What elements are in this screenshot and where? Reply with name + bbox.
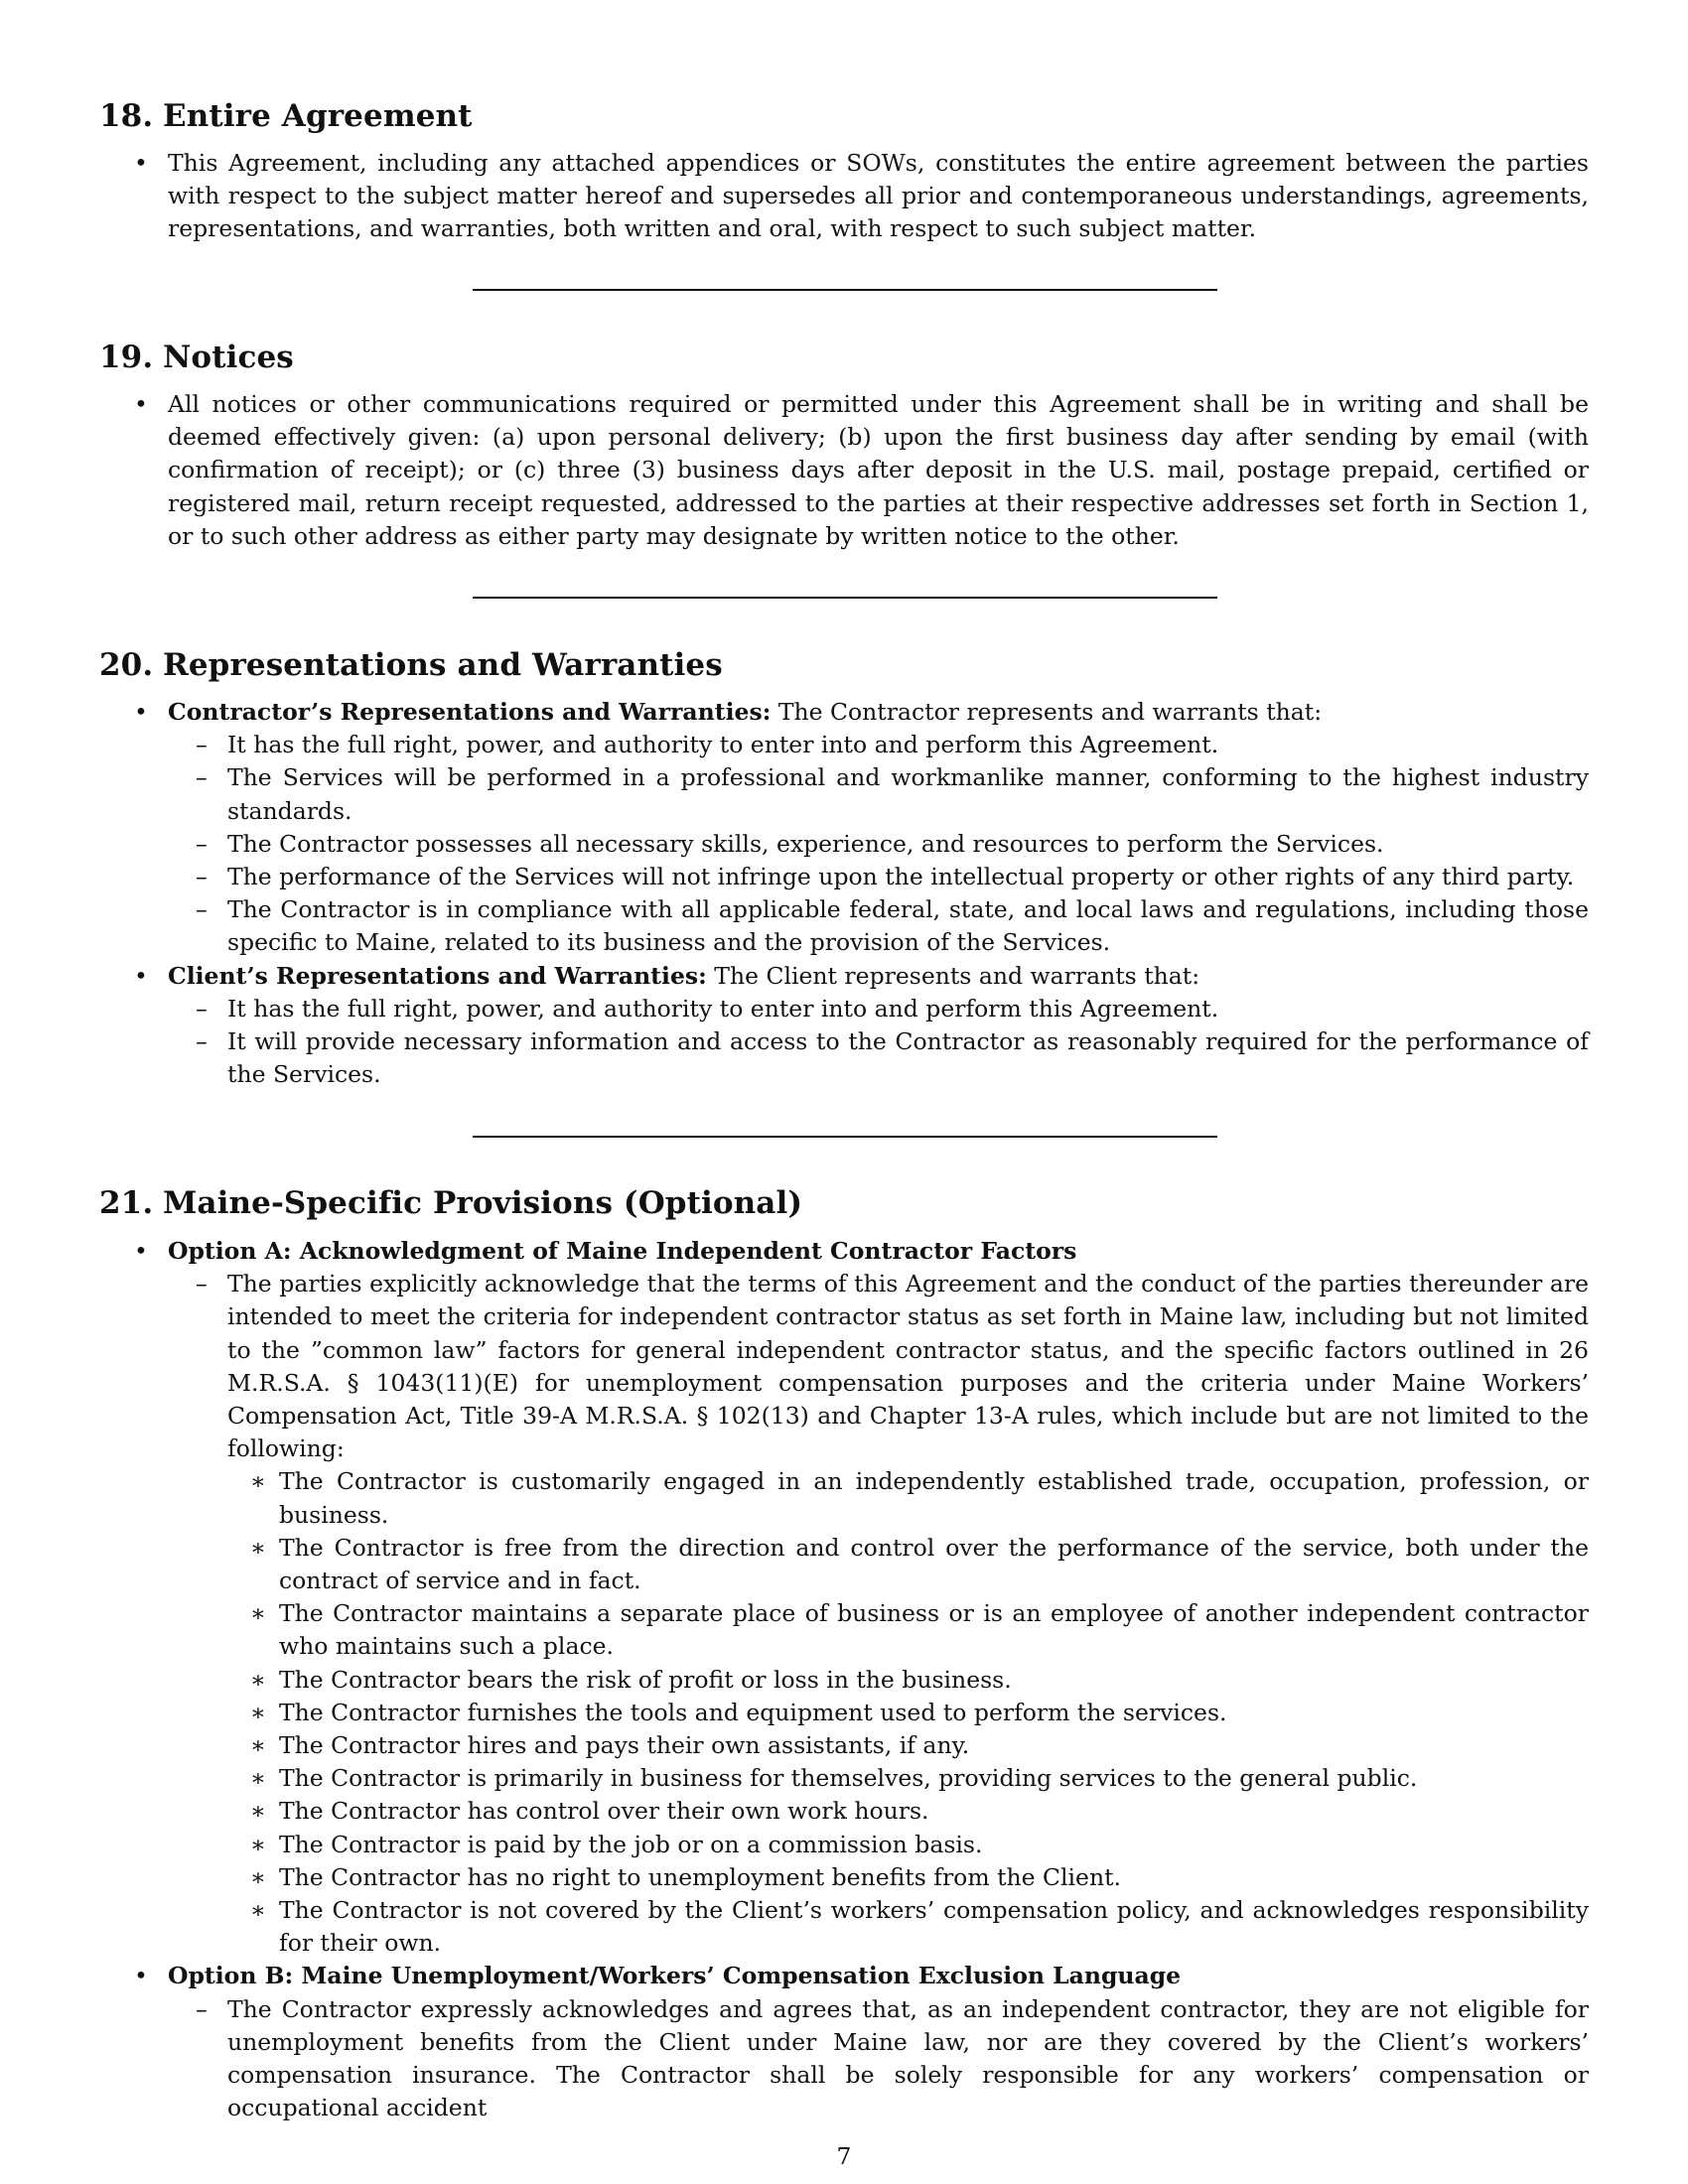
asterisk-marker: ∗	[250, 1731, 266, 1760]
asterisk-marker: ∗	[250, 1764, 266, 1793]
dash-marker: –	[196, 763, 208, 792]
option-a-heading: Option A: Acknowledgment of Maine Independent Contractor Factors	[168, 1237, 1077, 1265]
sub-list-item-text: It will provide necessary information and access to the Contractor as reasonably required for the performance of the Services.	[227, 1027, 1589, 1089]
sub-list-item-text: The Contractor possesses all necessary skills, experience, and resources to perform the Services.	[227, 829, 1384, 858]
sub-list-item-text: The parties explicitly acknowledge that the terms of this Agreement and the conduct of the parties thereunder are intended to meet the criteria for independent contractor status as set forth in Maine law, including but not limited to the ”common law” factors for general independent contractor status, and the specific factors outlined in 26 M.R.S.A. § 1043(11)(E) for unemployment compensation purposes and the criteria under Maine Workers’ Compensation Act, Title 39-A M.R.S.A. § 102(13) and Chapter 13-A rules, which include but are not limited to the following:	[227, 1270, 1589, 1463]
asterisk-marker: ∗	[250, 1599, 266, 1628]
list-item	[99, 388, 1589, 553]
section-list	[99, 1235, 1589, 2124]
section-18	[99, 96, 1589, 246]
sub-list-item	[168, 861, 1589, 893]
factor-item	[227, 1829, 1589, 1861]
list-item-text: The Contractor represents and warrants that:	[771, 698, 1323, 726]
sub-list	[168, 729, 1589, 959]
section-heading	[99, 338, 1589, 377]
sub-list-item-text: The Services will be performed in a professional and workmanlike manner, conforming to the highest industry standards.	[227, 763, 1589, 825]
section-number: 20.	[99, 647, 154, 683]
dash-marker: –	[196, 1027, 208, 1056]
dash-marker: –	[196, 895, 208, 924]
section-title: Notices	[163, 340, 294, 375]
list-item-text: All notices or other communications required or permitted under this Agreement shall be in writing and shall be deemed effectively given: (a) upon personal delivery; (b) upon the first business day after sending by email (with confirmation of receipt); or (c) three (3) business days after deposit in the U.S. mail, postage prepaid, certified or registered mail, return receipt requested, addressed to the parties at their respective addresses set forth in Section 1, or to such other address as either party may designate by written notice to the other.	[168, 390, 1589, 550]
factor-text: The Contractor bears the risk of profit or loss in the business.	[279, 1665, 1012, 1694]
asterisk-marker: ∗	[250, 1467, 266, 1496]
factor-list	[227, 1465, 1589, 1960]
bullet-marker: •	[134, 390, 148, 418]
dash-marker: –	[196, 829, 208, 858]
bullet-marker: •	[134, 698, 148, 726]
factor-item	[227, 1795, 1589, 1828]
factor-item	[227, 1532, 1589, 1597]
list-item	[99, 960, 1589, 1092]
section-19	[99, 338, 1589, 553]
asterisk-marker: ∗	[250, 1896, 266, 1925]
asterisk-marker: ∗	[250, 1665, 266, 1694]
sub-list-item-text: It has the full right, power, and authority to enter into and perform this Agreement.	[227, 731, 1219, 759]
sub-list-item	[168, 761, 1589, 827]
factor-text: The Contractor is free from the direction and control over the performance of the service, both under the contract of service and in fact.	[279, 1533, 1589, 1595]
section-heading	[99, 645, 1589, 685]
factor-text: The Contractor maintains a separate place of business or is an employee of another independent contractor who maintains such a place.	[279, 1599, 1589, 1661]
section-number: 18.	[99, 98, 154, 134]
section-divider	[473, 289, 1217, 291]
bold-lead: Contractor’s Representations and Warranties:	[168, 698, 772, 726]
section-heading	[99, 96, 1589, 136]
dash-marker: –	[196, 731, 208, 759]
sub-list	[168, 1993, 1589, 2125]
sub-list-item-text: The Contractor is in compliance with all applicable federal, state, and local laws and regulations, including those specific to Maine, related to its business and the provision of the Services.	[227, 895, 1589, 957]
section-divider	[473, 1136, 1217, 1138]
sub-list-item-text: The Contractor expressly acknowledges and agrees that, as an independent contractor, they are not eligible for unemployment benefits from the Client under Maine law, nor are they covered by the Client’s workers’ compensation insurance. The Contractor shall be solely responsible for any workers’ compensation or occupational accident	[227, 1994, 1589, 2122]
factor-item	[227, 1762, 1589, 1795]
section-number: 19.	[99, 340, 154, 375]
factor-item	[227, 1597, 1589, 1663]
sub-list-item	[168, 893, 1589, 959]
asterisk-marker: ∗	[250, 1797, 266, 1826]
section-20	[99, 645, 1589, 1091]
factor-text: The Contractor is primarily in business for themselves, providing services to the general public.	[279, 1764, 1418, 1793]
section-title: Entire Agreement	[163, 98, 473, 134]
sub-list-item-text: The performance of the Services will not infringe upon the intellectual property or other rights of any third party.	[227, 863, 1575, 891]
dash-marker: –	[196, 994, 208, 1023]
factor-item	[227, 1697, 1589, 1729]
dash-marker: –	[196, 863, 208, 891]
asterisk-marker: ∗	[250, 1862, 266, 1891]
sub-list-item	[168, 993, 1589, 1025]
section-list	[99, 147, 1589, 246]
factor-text: The Contractor is not covered by the Client’s workers’ compensation policy, and acknowledges responsibility for their own.	[279, 1896, 1589, 1958]
bold-lead: Client’s Representations and Warranties:	[168, 961, 707, 990]
factor-item	[227, 1861, 1589, 1894]
factor-text: The Contractor furnishes the tools and equipment used to perform the services.	[279, 1698, 1227, 1726]
factor-item	[227, 1465, 1589, 1531]
sub-list-item	[168, 828, 1589, 861]
factor-item	[227, 1894, 1589, 1960]
factor-text: The Contractor has no right to unemployment benefits from the Client.	[279, 1862, 1122, 1891]
section-divider	[473, 597, 1217, 599]
asterisk-marker: ∗	[250, 1698, 266, 1726]
bullet-marker: •	[134, 1962, 148, 1990]
sub-list-item-text: It has the full right, power, and authority to enter into and perform this Agreement.	[227, 994, 1219, 1023]
factor-text: The Contractor hires and pays their own assistants, if any.	[279, 1731, 970, 1760]
sub-list-item	[168, 1993, 1589, 2125]
asterisk-marker: ∗	[250, 1830, 266, 1858]
section-title: Maine-Specific Provisions (Optional)	[163, 1185, 803, 1221]
section-number: 21.	[99, 1185, 154, 1221]
list-item-text: The Client represents and warrants that:	[706, 961, 1200, 990]
bullet-marker: •	[134, 149, 148, 177]
list-item	[99, 1235, 1589, 1960]
section-list	[99, 696, 1589, 1091]
section-title: Representations and Warranties	[163, 647, 723, 683]
factor-text: The Contractor has control over their own work hours.	[279, 1797, 929, 1826]
dash-marker: –	[196, 1270, 208, 1298]
sub-list-item	[168, 729, 1589, 761]
bullet-marker: •	[134, 1237, 148, 1265]
bullet-marker: •	[134, 961, 148, 990]
factor-text: The Contractor is paid by the job or on a commission basis.	[279, 1830, 983, 1858]
section-21	[99, 1183, 1589, 2124]
list-item-text: This Agreement, including any attached appendices or SOWs, constitutes the entire agreement between the parties with respect to the subject matter hereof and supersedes all prior and contemporaneous understandings, agreements, representations, and warranties, both written and oral, with respect to such subject matter.	[168, 149, 1589, 243]
section-list	[99, 388, 1589, 553]
factor-item	[227, 1664, 1589, 1697]
asterisk-marker: ∗	[250, 1533, 266, 1562]
dash-marker: –	[196, 1994, 208, 2023]
sub-list-item	[168, 1268, 1589, 1960]
sub-list	[168, 993, 1589, 1092]
list-item	[99, 696, 1589, 960]
list-item	[99, 147, 1589, 246]
page-number: 7	[836, 2142, 852, 2170]
list-item	[99, 1960, 1589, 2124]
sub-list-item	[168, 1025, 1589, 1091]
factor-text: The Contractor is customarily engaged in an independently established trade, occupation, profession, or business.	[279, 1467, 1589, 1529]
factor-item	[227, 1729, 1589, 1762]
section-heading	[99, 1183, 1589, 1223]
option-b-heading: Option B: Maine Unemployment/Workers’ Compensation Exclusion Language	[168, 1962, 1182, 1990]
sub-list	[168, 1268, 1589, 1960]
